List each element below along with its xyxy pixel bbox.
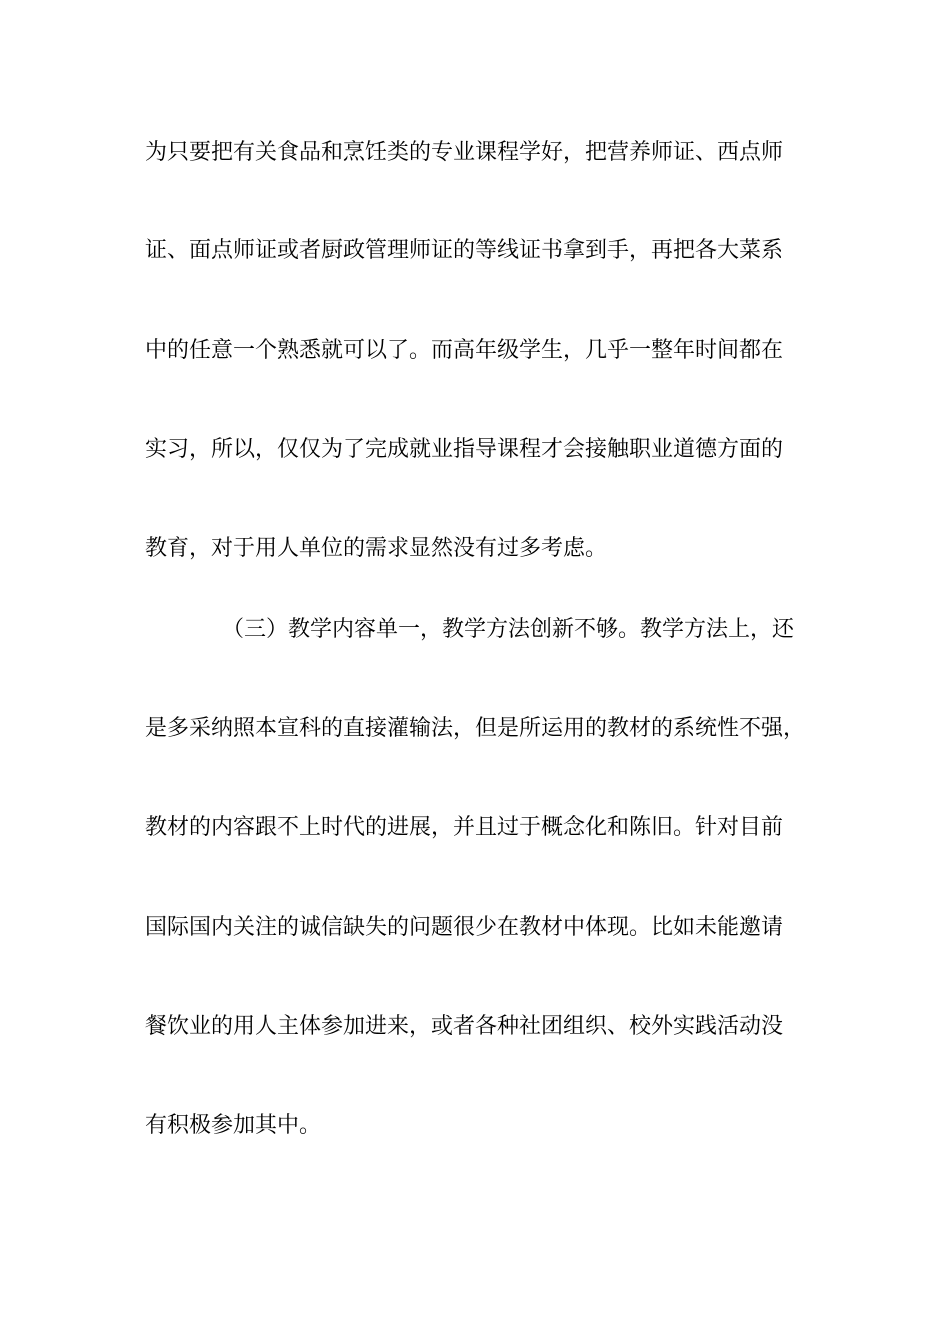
- text-line: 是多采纳照本宣科的直接灌输法，但是所运用的教材的系统性不强，: [145, 716, 806, 741]
- text-line: 国际国内关注的诚信缺失的问题很少在教材中体现。比如未能邀请: [145, 915, 784, 940]
- section-heading-line: （三）教学内容单一，教学方法创新不够。教学方法上，还: [222, 617, 795, 642]
- text-line: 教育，对于用人单位的需求显然没有过多考虑。: [145, 536, 608, 561]
- text-line: 为只要把有关食品和烹饪类的专业课程学好，把营养师证、西点师: [145, 140, 784, 165]
- text-line: 实习，所以，仅仅为了完成就业指导课程才会接触职业道德方面的: [145, 437, 784, 462]
- text-line: 中的任意一个熟悉就可以了。而高年级学生，几乎一整年时间都在: [145, 338, 784, 363]
- text-line: 餐饮业的用人主体参加进来，或者各种社团组织、校外实践活动没: [145, 1014, 784, 1039]
- text-line: 证、面点师证或者厨政管理师证的等线证书拿到手，再把各大菜系: [145, 238, 784, 263]
- text-line: 教材的内容跟不上时代的进展，并且过于概念化和陈旧。针对目前: [145, 815, 784, 840]
- text-line: 有积极参加其中。: [145, 1113, 322, 1138]
